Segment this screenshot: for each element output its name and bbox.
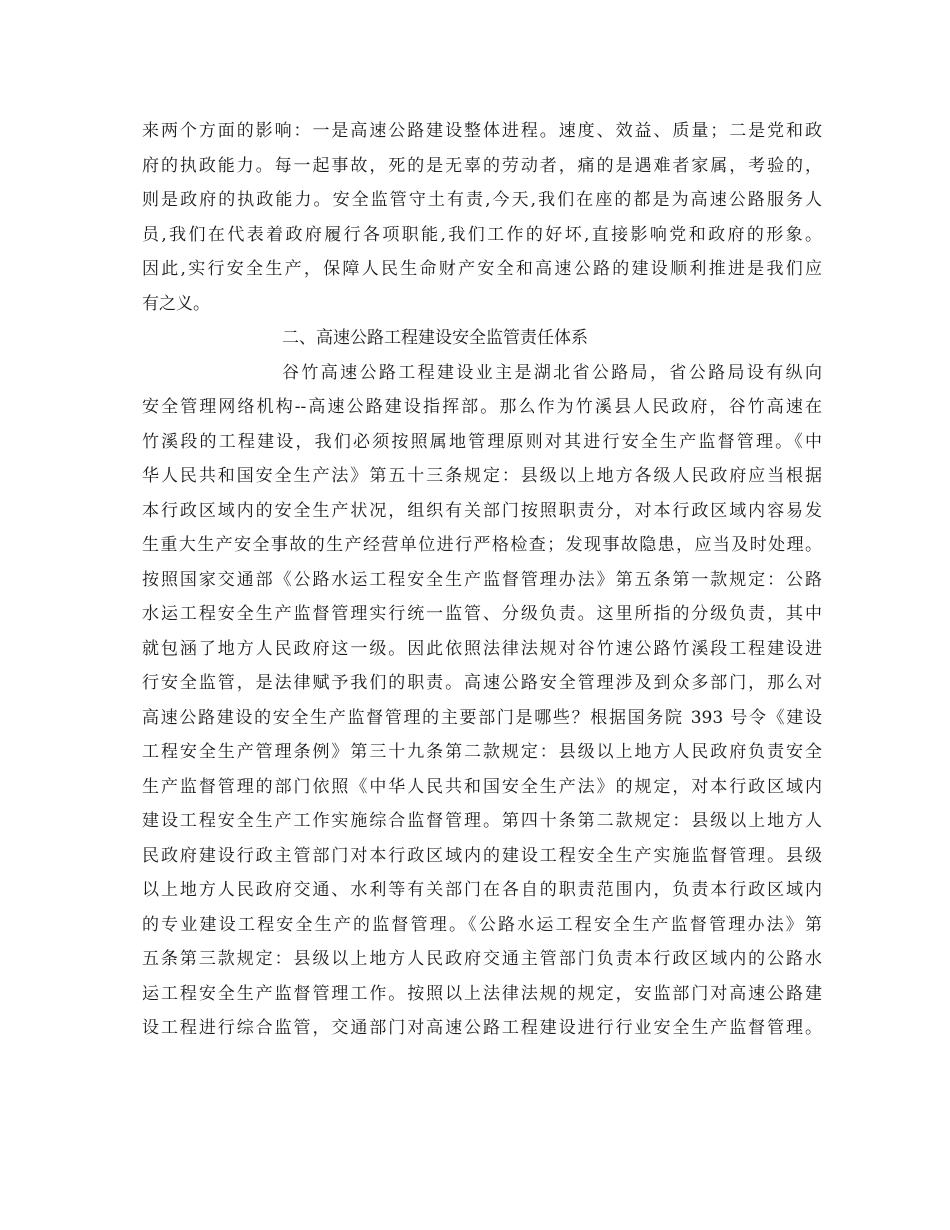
body-line: 来两个方面的影响：一是高速公路建设整体进程。速度、效益、质量；二是党和政 <box>142 121 822 141</box>
body-line: 工程安全生产管理条例》第三十九条第二款规定：县级以上地方人民政府负责安全 <box>142 742 822 762</box>
paragraph-first-line: 谷竹高速公路工程建设业主是湖北省公路局，省公路局设有纵向 <box>282 362 822 383</box>
body-line: 就包涵了地方人民政府这一级。因此依照法律法规对谷竹速公路竹溪段工程建设进 <box>142 638 822 659</box>
body-line: 水运工程安全生产监督管理实行统一监管、分级负责。这里所指的分级负责，其中 <box>142 604 822 624</box>
body-line: 安全管理网络机构--高速公路建设指挥部。那么作为竹溪县人民政府，谷竹高速在 <box>142 397 822 417</box>
body-line: 建设工程安全生产工作实施综合监督管理。第四十条第二款规定：县级以上地方人 <box>142 811 822 831</box>
body-line: 本行政区域内的安全生产状况，组织有关部门按照职责分，对本行政区域内容易发 <box>142 500 822 521</box>
body-line: 生重大生产安全事故的生产经营单位进行严格检查；发现事故隐患，应当及时处理。 <box>142 535 822 555</box>
body-line: 则是政府的执政能力。安全监管守土有责,今天,我们在座的都是为高速公路服务人 <box>142 190 822 210</box>
body-line: 运工程安全生产监督管理工作。按照以上法律法规的规定，安监部门对高速公路建 <box>142 983 822 1004</box>
body-line: 设工程进行综合监管，交通部门对高速公路工程建设进行行业安全生产监督管理。 <box>142 1018 822 1038</box>
document-body <box>142 114 822 1046</box>
body-line: 生产监督管理的部门依照《中华人民共和国安全生产法》的规定，对本行政区域内 <box>142 776 822 797</box>
section-heading: 二、高速公路工程建设安全监管责任体系 <box>282 328 588 348</box>
body-line: 竹溪段的工程建设，我们必须按照属地管理原则对其进行安全生产监督管理。《中 <box>142 431 822 452</box>
body-line: 行安全监管，是法律赋予我们的职责。高速公路安全管理涉及到众多部门，那么对 <box>142 673 822 693</box>
body-line: 的专业建设工程安全生产的监督管理。《公路水运工程安全生产监督管理办法》第 <box>142 914 822 935</box>
body-line: 有之义。 <box>142 293 210 314</box>
body-line: 民政府建设行政主管部门对本行政区域内的建设工程安全生产实施监督管理。县级 <box>142 845 822 866</box>
body-line: 高速公路建设的安全生产监督管理的主要部门是哪些？根据国务院 393 号令《建设 <box>142 707 822 728</box>
body-line: 以上地方人民政府交通、水利等有关部门在各自的职责范围内，负责本行政区域内 <box>142 880 822 900</box>
body-line: 按照国家交通部《公路水运工程安全生产监督管理办法》第五条第一款规定：公路 <box>142 569 822 590</box>
body-line: 五条第三款规定：县级以上地方人民政府交通主管部门负责本行政区域内的公路水 <box>142 949 822 969</box>
body-line: 华人民共和国安全生产法》第五十三条规定：县级以上地方各级人民政府应当根据 <box>142 466 822 486</box>
body-line: 员,我们在代表着政府履行各项职能,我们工作的好坏,直接影响党和政府的形象。 <box>142 224 822 245</box>
body-line: 因此,实行安全生产，保障人民生命财产安全和高速公路的建设顺利推进是我们应 <box>142 259 822 279</box>
body-line: 府的执政能力。每一起事故，死的是无辜的劳动者，痛的是遇难者家属，考验的， <box>142 155 822 176</box>
